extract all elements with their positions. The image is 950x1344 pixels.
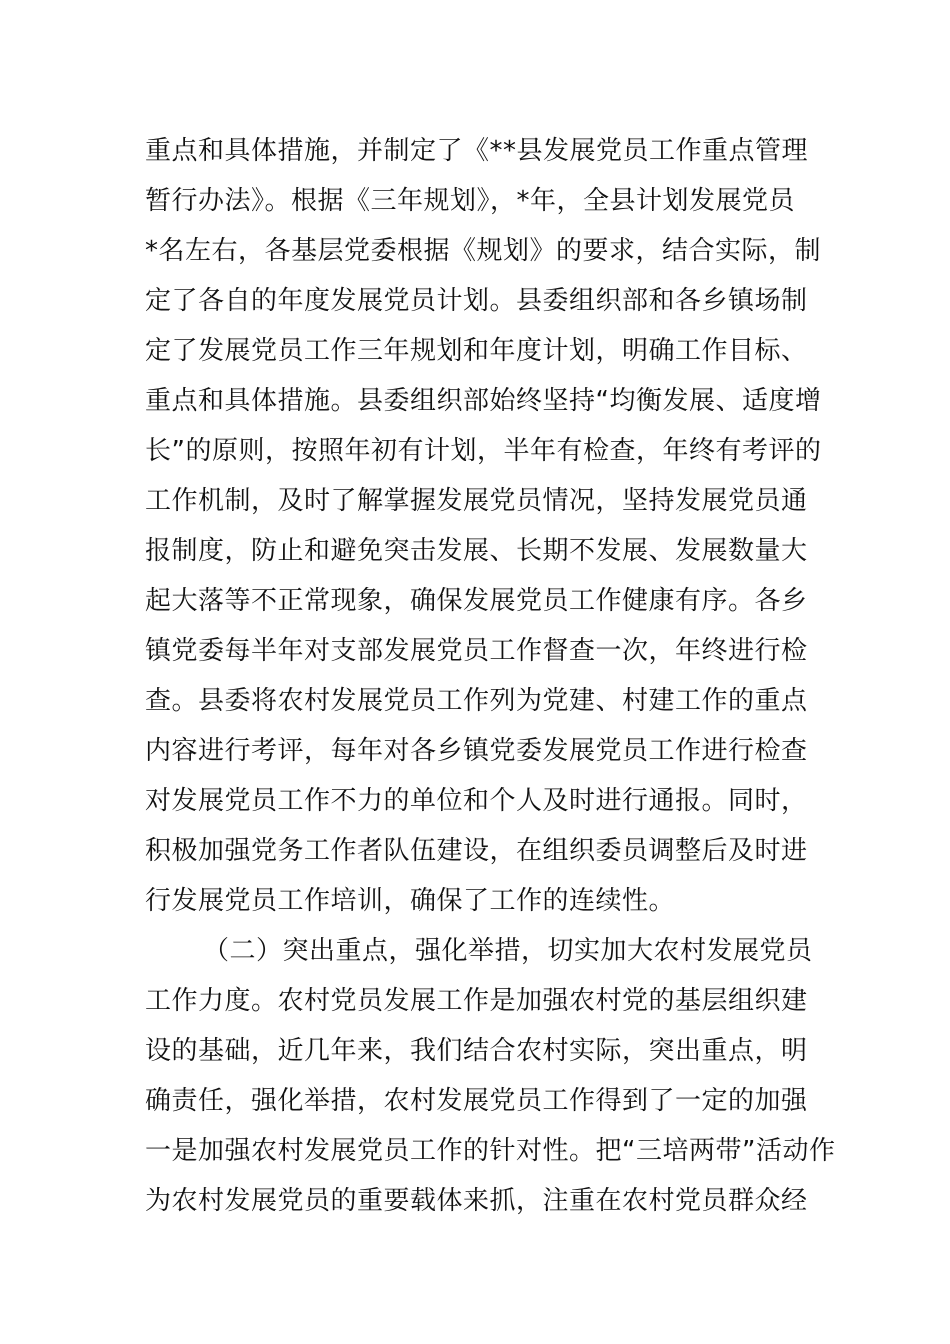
text-line-1: 重点和具体措施，并制定了《**县发展党员工作重点管理: [145, 136, 809, 166]
text-line-9: 报制度，防止和避免突击发展、长期不发展、发展数量大: [145, 536, 808, 566]
section-heading-line: （二）突出重点，强化举措，切实加大农村发展党员: [203, 936, 813, 966]
text-line-8: 工作机制，及时了解掌握发展党员情况，坚持发展党员通: [145, 486, 808, 516]
text-line-13: 内容进行考评，每年对各乡镇党委发展党员工作进行检查: [145, 736, 808, 766]
text-line-21: 一是加强农村发展党员工作的针对性。把“三培两带”活动作: [145, 1136, 836, 1166]
text-line-14: 对发展党员工作不力的单位和个人及时进行通报。同时，: [145, 786, 808, 816]
text-line-10: 起大落等不正常现象，确保发展党员工作健康有序。各乡: [145, 586, 808, 616]
text-line-5: 定了发展党员工作三年规划和年度计划，明确工作目标、: [145, 336, 808, 366]
text-line-16: 行发展党员工作培训，确保了工作的连续性。: [145, 886, 676, 916]
text-line-19: 设的基础，近几年来，我们结合农村实际，突出重点，明: [145, 1036, 808, 1066]
text-line-2: 暂行办法》。根据《三年规划》，*年，全县计划发展党员: [145, 186, 796, 216]
text-line-11: 镇党委每半年对支部发展党员工作督查一次，年终进行检: [145, 636, 808, 666]
text-line-22: 为农村发展党员的重要载体来抓，注重在农村党员群众经: [145, 1186, 808, 1216]
text-line-15: 积极加强党务工作者队伍建设，在组织委员调整后及时进: [145, 836, 808, 866]
text-line-12: 查。县委将农村发展党员工作列为党建、村建工作的重点: [145, 686, 808, 716]
text-line-6: 重点和具体措施。县委组织部始终坚持“均衡发展、适度增: [145, 386, 822, 416]
text-line-7: 长”的原则，按照年初有计划，半年有检查，年终有考评的: [145, 436, 822, 466]
text-line-20: 确责任，强化举措，农村发展党员工作得到了一定的加强: [145, 1086, 808, 1116]
text-line-18: 工作力度。农村党员发展工作是加强农村党的基层组织建: [145, 986, 808, 1016]
text-line-3: *名左右，各基层党委根据《规划》的要求，结合实际，制: [145, 236, 822, 266]
document-body: [145, 126, 836, 1226]
text-line-4: 定了各自的年度发展党员计划。县委组织部和各乡镇场制: [145, 286, 808, 316]
